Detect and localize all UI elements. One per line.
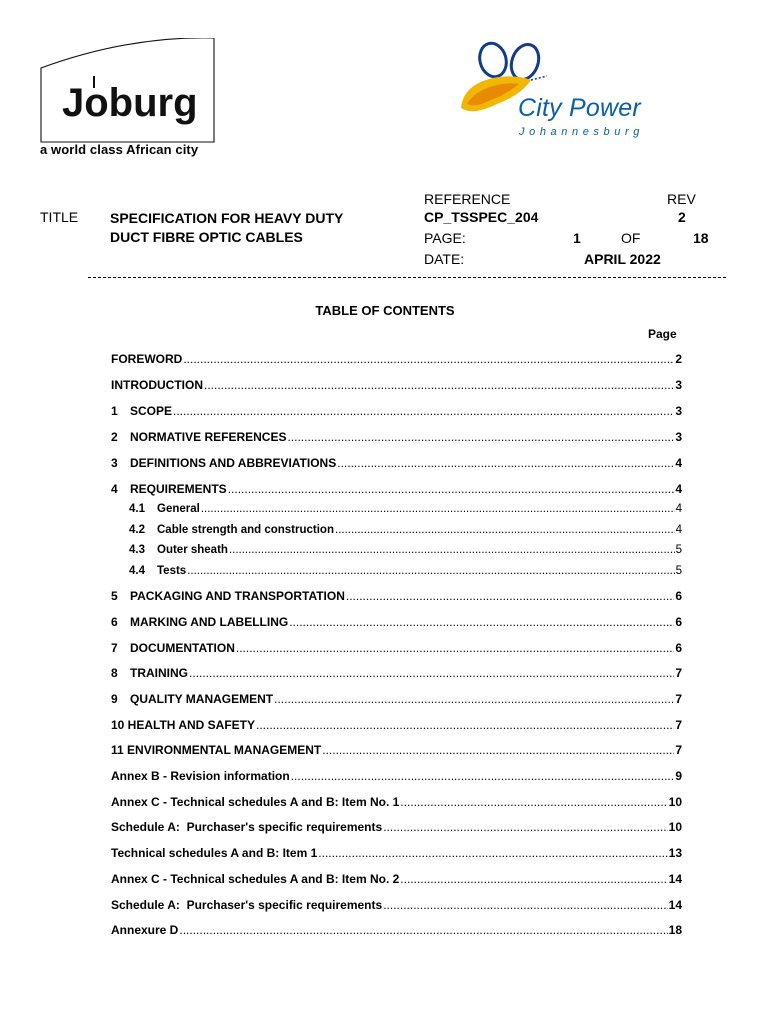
toc-entry-page: 4 <box>675 456 682 470</box>
toc-entry-number: 4.4 <box>129 565 145 577</box>
toc-entry-number: 4.1 <box>129 503 145 515</box>
toc-entry-title: 11 ENVIRONMENTAL MANAGEMENT <box>111 743 322 757</box>
toc-dot-leader <box>173 404 674 418</box>
toc-entry-page: 6 <box>675 615 682 629</box>
toc-entry-title: REQUIREMENTS <box>130 482 227 496</box>
toc-entry[interactable] <box>111 404 682 418</box>
date-value: APRIL 2022 <box>584 251 661 267</box>
toc-dot-leader <box>228 482 675 496</box>
toc-dot-leader <box>346 589 674 603</box>
toc-entry-number: 2 <box>111 430 118 444</box>
toc-entry-title: MARKING AND LABELLING <box>130 615 289 629</box>
title-line-1: SPECIFICATION FOR HEAVY DUTY <box>110 210 344 226</box>
toc-dot-leader <box>236 641 674 655</box>
toc-entry-page: 7 <box>675 718 682 732</box>
toc-dot-leader <box>201 503 675 515</box>
toc-entry-title: DOCUMENTATION <box>130 641 235 655</box>
toc-entry-number: 5 <box>111 589 118 603</box>
toc-entry-title: Tests <box>157 565 187 577</box>
toc-entry[interactable] <box>111 589 682 603</box>
toc-subentry[interactable] <box>129 544 682 556</box>
toc-entry-title: Outer sheath <box>157 544 228 556</box>
citypower-logo <box>453 40 658 140</box>
toc-subentry[interactable] <box>129 565 682 577</box>
toc-entry-page: 5 <box>675 565 682 577</box>
toc-entry-title: TRAINING <box>130 666 188 680</box>
toc-entry[interactable] <box>111 641 682 655</box>
toc-entry-number: 6 <box>111 615 118 629</box>
page-label: PAGE: <box>424 230 466 246</box>
toc-entry[interactable] <box>111 923 682 937</box>
toc-entry-title: Technical schedules A and B: Item 1 <box>111 846 318 860</box>
citypower-city: Johannesburg <box>519 126 644 138</box>
toc-entry-number: 4.3 <box>129 544 145 556</box>
toc-entry-title: Annex C - Technical schedules A and B: Item No. 2 <box>111 872 400 886</box>
toc-entry-page: 9 <box>675 769 682 783</box>
toc-entry[interactable] <box>111 378 682 392</box>
toc-entry-page: 3 <box>675 404 682 418</box>
toc-dot-leader <box>383 820 667 834</box>
toc-dot-leader <box>318 846 667 860</box>
toc-entry-page: 10 <box>668 820 682 834</box>
toc-entry-title: FOREWORD <box>111 352 183 366</box>
toc-entry[interactable] <box>111 795 682 809</box>
toc-dot-leader <box>179 923 667 937</box>
title-line-2: DUCT FIBRE OPTIC CABLES <box>110 229 303 245</box>
citypower-name: City Power <box>518 94 641 122</box>
toc-dot-leader <box>335 524 675 536</box>
toc-entry-page: 4 <box>675 524 682 536</box>
toc-dot-leader <box>183 352 674 366</box>
toc-entry[interactable] <box>111 692 682 706</box>
toc-dot-leader <box>256 718 674 732</box>
toc-dot-leader <box>187 565 674 577</box>
toc-entry[interactable] <box>111 846 682 860</box>
toc-entry-page: 7 <box>675 692 682 706</box>
toc-entry-title: Annex C - Technical schedules A and B: Item No. 1 <box>111 795 400 809</box>
page-total: 18 <box>693 230 709 246</box>
toc-entry-page: 7 <box>675 743 682 757</box>
toc-entry-page: 4 <box>675 503 682 515</box>
toc-entry-page: 13 <box>668 846 682 860</box>
page-number: 1 <box>573 230 581 246</box>
toc-subentry[interactable] <box>129 524 682 536</box>
toc-dot-leader <box>400 872 667 886</box>
toc-entry-page: 5 <box>675 544 682 556</box>
page-of-label: OF <box>621 230 641 246</box>
toc-entry[interactable] <box>111 430 682 444</box>
toc-entry[interactable] <box>111 615 682 629</box>
rev-label: REV <box>667 191 696 207</box>
date-label: DATE: <box>424 251 465 267</box>
toc-entry-page: 4 <box>675 482 682 496</box>
toc-entry-title: 10 HEALTH AND SAFETY <box>111 718 256 732</box>
toc-entry-title: PACKAGING AND TRANSPORTATION <box>130 589 345 603</box>
toc-dot-leader <box>383 898 667 912</box>
toc-dot-leader <box>287 430 674 444</box>
toc-entry[interactable] <box>111 872 682 886</box>
toc-entry-page: 18 <box>668 923 682 937</box>
toc-entry-title: Cable strength and construction <box>157 524 334 536</box>
document-title <box>110 209 400 247</box>
toc-entry-page: 7 <box>675 666 682 680</box>
toc-entry-title: Annex B - Revision information <box>111 769 290 783</box>
toc-entry-title: Annexure D <box>111 923 179 937</box>
rev-value: 2 <box>678 209 686 225</box>
toc-dot-leader <box>322 743 674 757</box>
toc-entry-title: General <box>157 503 200 515</box>
toc-entry-title: DEFINITIONS AND ABBREVIATIONS <box>130 456 337 470</box>
toc-entry-title: INTRODUCTION <box>111 378 203 392</box>
toc-entry-number: 3 <box>111 456 118 470</box>
toc-entry-page: 14 <box>668 898 682 912</box>
joburg-tagline: a world class African city <box>40 142 199 157</box>
toc-entry-page: 6 <box>675 589 682 603</box>
toc-entry-page: 3 <box>675 430 682 444</box>
toc-entry-title: Schedule A: Purchaser's specific requirements <box>111 898 383 912</box>
toc-heading: TABLE OF CONTENTS <box>315 303 455 318</box>
toc-entry[interactable] <box>111 482 682 496</box>
title-label: TITLE <box>40 209 79 225</box>
toc-entry-number: 9 <box>111 692 118 706</box>
toc-entry-title: SCOPE <box>130 404 173 418</box>
toc-entry[interactable] <box>111 898 682 912</box>
toc-dot-leader <box>229 544 675 556</box>
toc-entry-title: Schedule A: Purchaser's specific requirements <box>111 820 383 834</box>
joburg-wordmark: Joburg <box>62 81 198 125</box>
toc-entry-page: 10 <box>668 795 682 809</box>
toc-entry-page: 2 <box>675 352 682 366</box>
toc-entry[interactable] <box>111 718 682 732</box>
toc-dot-leader <box>189 666 674 680</box>
toc-entry-number: 7 <box>111 641 118 655</box>
toc-dot-leader <box>291 769 675 783</box>
toc-entry[interactable] <box>111 456 682 470</box>
toc-page-heading: Page <box>648 327 677 341</box>
toc-entry[interactable] <box>111 820 682 834</box>
toc-dot-leader <box>337 456 674 470</box>
reference-value: CP_TSSPEC_204 <box>424 209 539 225</box>
toc-entry-page: 6 <box>675 641 682 655</box>
toc-entry[interactable] <box>111 743 682 757</box>
toc-entry-number: 4.2 <box>129 524 145 536</box>
toc-dot-leader <box>204 378 674 392</box>
toc-dot-leader <box>274 692 674 706</box>
reference-label: REFERENCE <box>424 191 511 207</box>
toc-entry[interactable] <box>111 352 682 366</box>
toc-entry-number: 1 <box>111 404 118 418</box>
toc-dot-leader <box>289 615 674 629</box>
toc-subentry[interactable] <box>129 503 682 515</box>
toc-entry-number: 8 <box>111 666 118 680</box>
toc-entry[interactable] <box>111 666 682 680</box>
header-divider <box>88 277 726 278</box>
toc-entry-title: NORMATIVE REFERENCES <box>130 430 287 444</box>
toc-entry[interactable] <box>111 769 682 783</box>
toc-entry-number: 4 <box>111 482 118 496</box>
toc-entry-page: 3 <box>675 378 682 392</box>
toc-entry-title: QUALITY MANAGEMENT <box>130 692 274 706</box>
toc-entry-page: 14 <box>668 872 682 886</box>
toc-dot-leader <box>400 795 667 809</box>
